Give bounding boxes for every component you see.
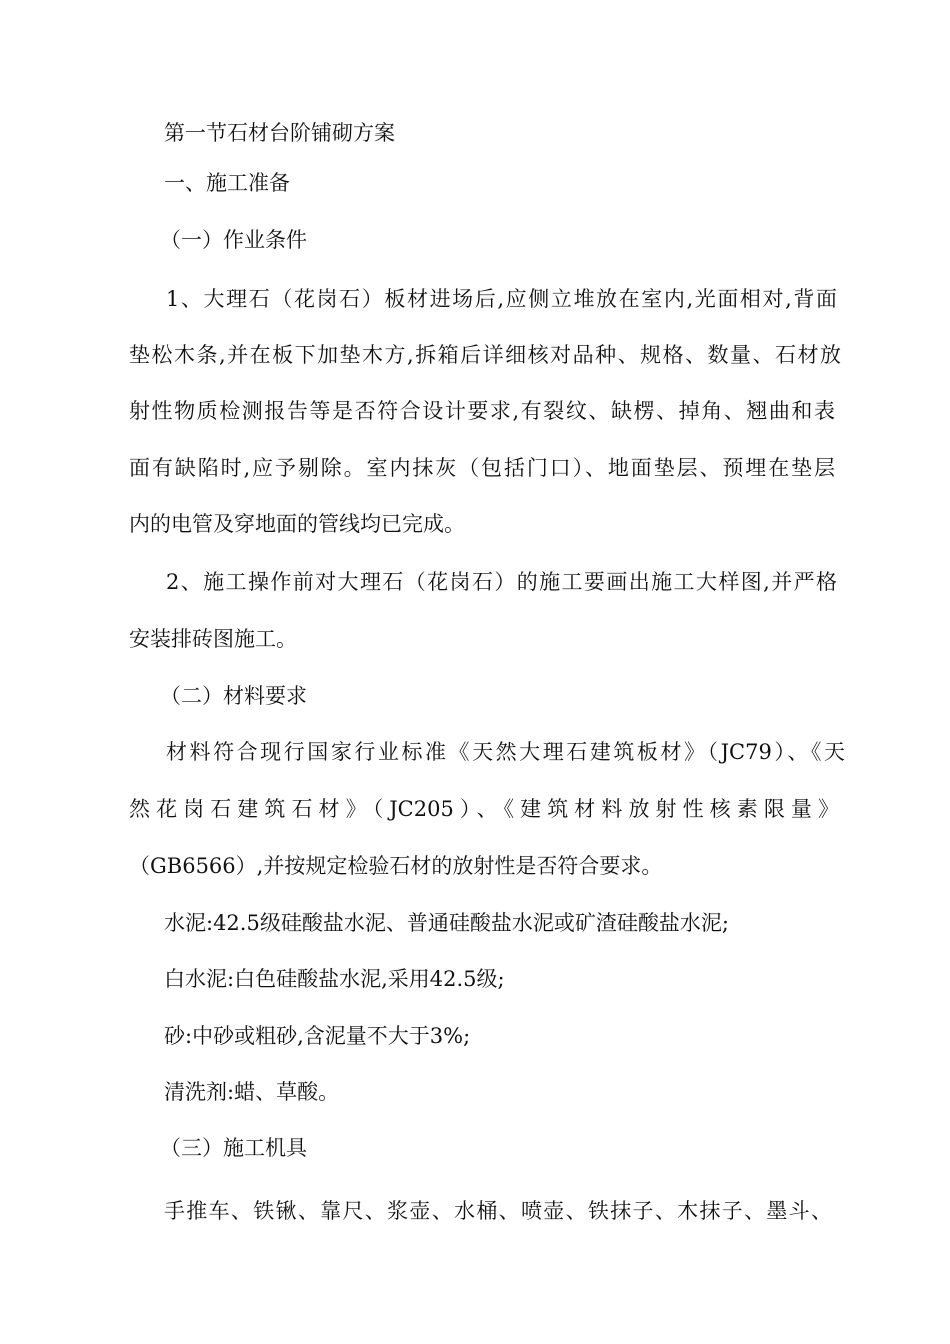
document-title: 第一节石材台阶铺砌方案 [164, 121, 395, 145]
item-2-line-2: 安装排砖图施工。 [129, 627, 297, 651]
item-1-line-5: 内的电管及穿地面的管线均已完成。 [129, 512, 465, 536]
material-item-cleaner: 清洗剂:蜡、草酸。 [164, 1080, 340, 1104]
item-1-line-1: 1、大理石（花岗石）板材进场后,应侧立堆放在室内,光面相对,背面 [166, 287, 837, 311]
tools-list-line: 手推车、铁锹、靠尺、浆壶、水桶、喷壶、铁抹子、木抹子、墨斗、 [164, 1199, 832, 1223]
subsection-heading-work-conditions: （一）作业条件 [160, 228, 307, 252]
materials-line-3: （GB6566）,并按规定检验石材的放射性是否符合要求。 [129, 854, 663, 878]
material-item-sand: 砂:中砂或粗砂,含泥量不大于3%; [164, 1024, 471, 1048]
subsection-heading-tools: （三）施工机具 [160, 1136, 307, 1160]
materials-line-2: 然花岗石建筑石材》（JC205）、《建筑材料放射性核素限量》 [129, 797, 839, 821]
section-heading-preparation: 一、施工准备 [164, 171, 290, 195]
material-item-white-cement: 白水泥:白色硅酸盐水泥,采用42.5级; [164, 967, 505, 991]
item-1-line-2: 垫松木条,并在板下加垫木方,拆箱后详细核对品种、规格、数量、石材放 [129, 343, 841, 367]
materials-line-1: 材料符合现行国家行业标准《天然大理石建筑板材》（JC79）、《天 [166, 740, 845, 764]
item-1-line-3: 射性物质检测报告等是否符合设计要求,有裂纹、缺楞、掉角、翘曲和表 [129, 399, 835, 423]
item-2-line-1: 2、施工操作前对大理石（花岗石）的施工要画出施工大样图,并严格 [166, 570, 837, 594]
item-1-line-4: 面有缺陷时,应予剔除。室内抹灰（包括门口）、地面垫层、预埋在垫层 [129, 456, 835, 480]
material-item-cement: 水泥:42.5级硅酸盐水泥、普通硅酸盐水泥或矿渣硅酸盐水泥; [164, 911, 729, 935]
subsection-heading-materials: （二）材料要求 [160, 684, 307, 708]
